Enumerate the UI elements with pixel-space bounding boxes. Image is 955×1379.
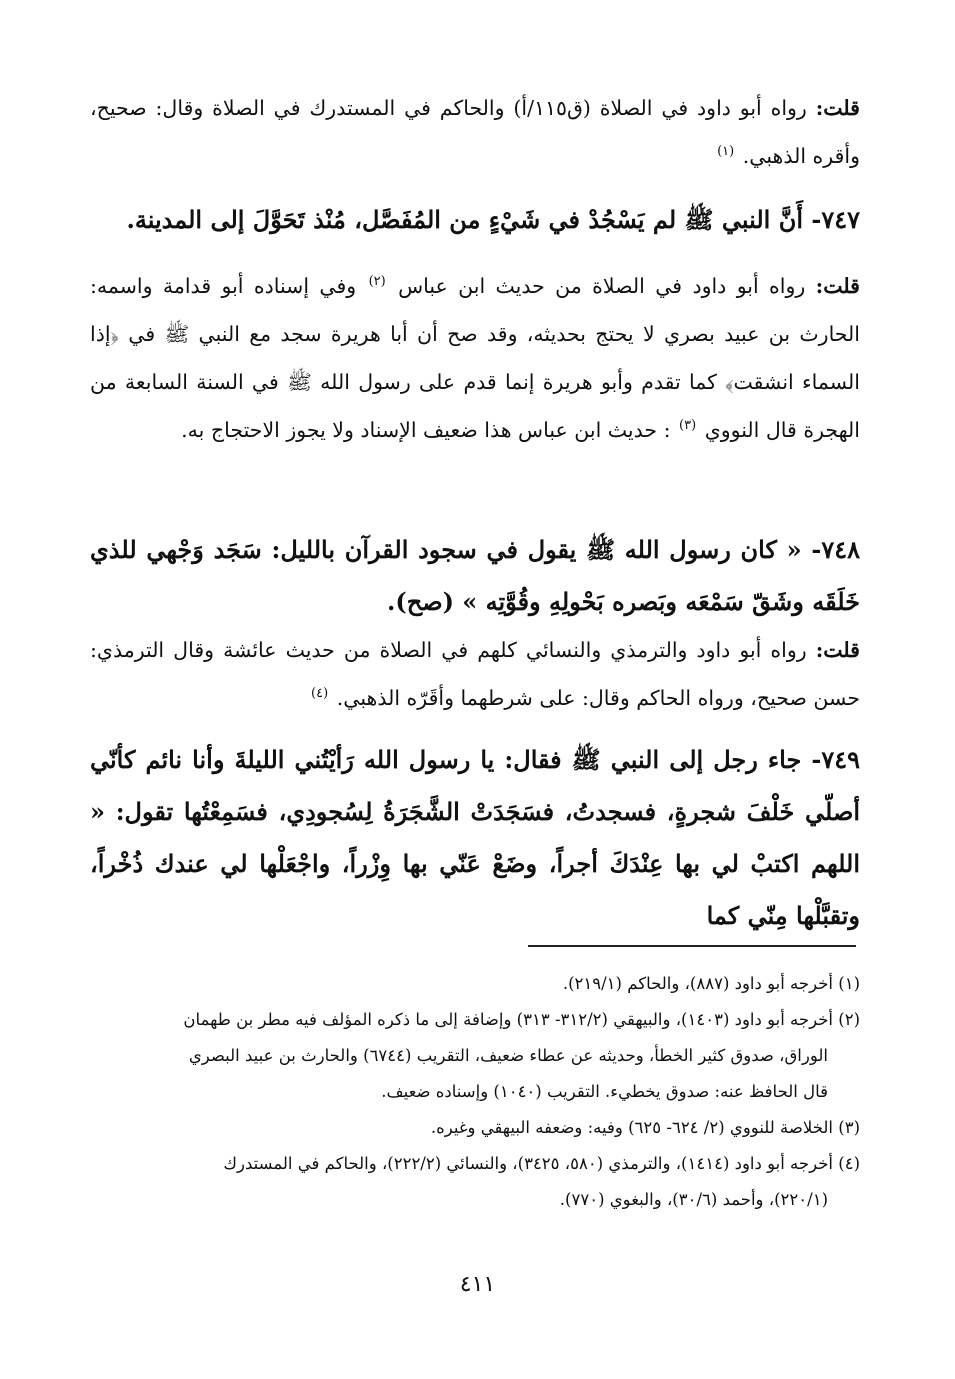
footnote-reference: (١) — [717, 144, 735, 160]
commentary-text: رواه أبو داود في الصلاة من حديث ابن عباس — [398, 274, 806, 298]
page-number: ٤١١ — [459, 1272, 496, 1297]
commentary-label: قلت: — [815, 96, 860, 120]
commentary-text-end: : حديث ابن عباس هذا ضعيف الإسناد ولا يجوز الاحتجاج به. — [181, 418, 671, 442]
footnote-line: (٢٢٠/١)، وأحمد (٣٠/٦)، والبغوي (٧٧٠). — [559, 1190, 828, 1209]
footnote-1 — [90, 966, 860, 1002]
footnote-reference: (٢) — [368, 274, 386, 290]
footnote-separator — [528, 945, 856, 947]
hadith-749 — [90, 734, 860, 942]
commentary-label: قلت: — [815, 274, 860, 298]
footnote-reference: (٣) — [679, 418, 697, 434]
footnote-line: الوراق، صدوق كثير الخطأ، وحديثه عن عطاء ضعيف، التقريب (٦٧٤٤) والحارث بن عبيد البصري — [188, 1046, 828, 1065]
hadith-text: ٧٤٨- « كان رسول الله ﷺ يقول في سجود القرآن بالليل: سَجَد وَجْهي للذي خَلَقَه وشَقّ سَمْعَه وبَصره بَحْولِهِ وقُوَّتِه » (صح). — [90, 535, 860, 616]
commentary-text: رواه أبو داود والترمذي والنسائي كلهم في الصلاة من حديث عائشة وقال الترمذي: حسن صحيح، ورواه الحاكم وقال: على شرطهما وأقَرّه الذهبي. — [90, 638, 860, 710]
footnote-line: (٢) أخرجه أبو داود (١٤٠٣)، والبيهقي (٣١٢/٢- ٣١٣) وإضافة إلى ما ذكره المؤلف فيه مطر بن طهمان — [183, 1010, 860, 1029]
footnote-line: (٤) أخرجه أبو داود (١٤١٤)، والترمذي (٥٨٠، ٣٤٢٥)، والنسائي (٢٢٢/٢)، والحاكم في المستدرك — [223, 1154, 860, 1173]
hadith-text: ٧٤٩- جاء رجل إلى النبي ﷺ فقال: يا رسول الله رَأيْتُني الليلةَ وأنا نائم كأنّي أصلّي خَلْفَ شجرةٍ، فسجدتُ، فسَجَدَتْ الشَّجَرَةُ لِسُجودِي، فسَمِعْتُها تقول: « اللهم اكتبْ لي بها عِنْدَكَ أجراً، وضَعْ عَنّي بها وِزْراً، واجْعَلْها لي عندك ذُخْراً، وتقبَّلْها مِنّي كما — [90, 745, 860, 930]
commentary-text: رواه أبو داود في الصلاة (ق١١٥/أ) والحاكم في المستدرك في الصلاة وقال: صحيح، وأقره الذهبي. — [90, 96, 860, 168]
footnote-line: (٣) الخلاصة للنووي (٢/ ٦٢٤- ٦٢٥) وفيه: وضعفه البيهقي وغيره. — [430, 1118, 860, 1137]
hadith-text: ٧٤٧- أَنَّ النبي ﷺ لم يَسْجُدْ في شَيْءٍ من المُفَصَّل، مُنْذ تَحَوَّلَ إلى المدينة. — [126, 205, 860, 234]
commentary-label: قلت: — [815, 638, 860, 662]
footnote-reference: (٤) — [311, 686, 329, 702]
footnote-2 — [90, 1002, 860, 1110]
footnote-3 — [90, 1110, 860, 1146]
hadith-748 — [90, 524, 860, 628]
commentary-paragraph-3 — [90, 626, 860, 722]
commentary-text-continued: وفي إسناده أبو قدامة واسمه: الحارث بن عبيد بصري لا يحتج بحديثه، وقد صح أن أبا هريرة سجد مع النبي ﷺ في ﴿إذا السماء انشقت﴾ كما تقدم وأبو هريرة إنما قدم على رسول الله ﷺ في السنة السابعة من الهجرة قال النووي — [90, 274, 860, 442]
hadith-747 — [90, 194, 860, 246]
commentary-paragraph-1 — [90, 84, 860, 180]
footnote-line: (١) أخرجه أبو داود (٨٨٧)، والحاكم (٢١٩/١). — [562, 974, 860, 993]
footnotes — [90, 966, 860, 1218]
commentary-paragraph-2 — [90, 262, 860, 454]
footnote-line: قال الحافظ عنه: صدوق يخطيء. التقريب (١٠٤٠) وإسناده ضعيف. — [381, 1082, 828, 1101]
footnote-4 — [90, 1146, 860, 1218]
